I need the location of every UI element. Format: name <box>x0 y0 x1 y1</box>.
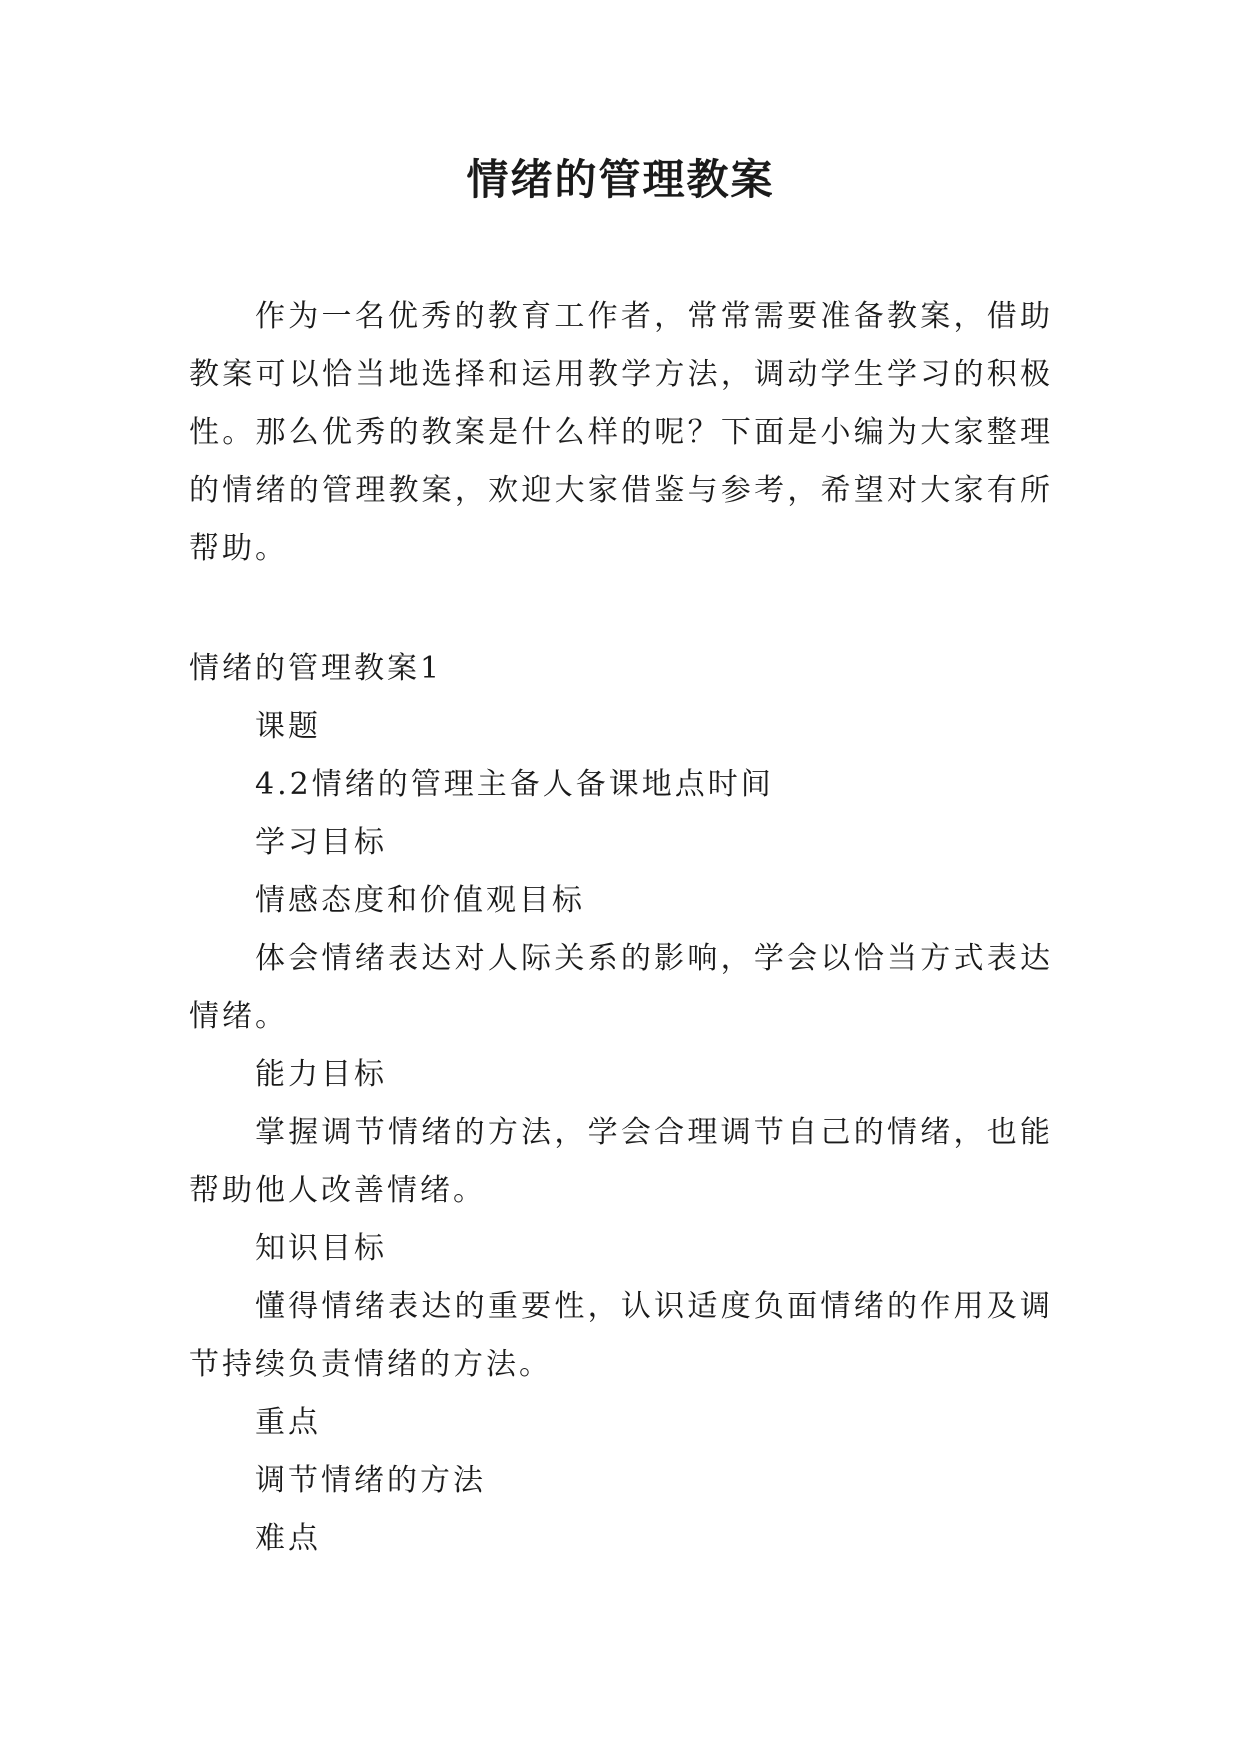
paragraph-ability-goal-text: 掌握调节情绪的方法，学会合理调节自己的情绪，也能帮助他人改善情绪。 <box>189 1115 1053 1208</box>
lesson-body <box>189 698 1053 1568</box>
paragraph-key-point-text: 调节情绪的方法 <box>255 1463 486 1498</box>
section-heading: 情绪的管理教案1 <box>189 651 443 686</box>
paragraph-knowledge-goal-text: 懂得情绪表达的重要性，认识适度负面情绪的作用及调节持续负责情绪的方法。 <box>189 1289 1053 1382</box>
paragraph-attitude-goal-text: 体会情绪表达对人际关系的影响，学会以恰当方式表达情绪。 <box>189 941 1053 1034</box>
paragraph-topic-detail: 4.2情绪的管理主备人备课地点时间 <box>255 767 774 802</box>
paragraph-topic-label: 课题 <box>255 709 321 744</box>
paragraph-ability-goal-label: 能力目标 <box>255 1057 387 1092</box>
paragraph-knowledge-goal-label: 知识目标 <box>255 1231 387 1266</box>
paragraph-learning-goals: 学习目标 <box>255 825 387 860</box>
paragraph-key-point-label: 重点 <box>255 1405 321 1440</box>
paragraph-attitude-goal-label: 情感态度和价值观目标 <box>255 883 585 918</box>
document-title: 情绪的管理教案 <box>466 155 775 204</box>
intro-paragraph: 作为一名优秀的教育工作者，常常需要准备教案，借助教案可以恰当地选择和运用教学方法，调动学生学习的积极性。那么优秀的教案是什么样的呢？下面是小编为大家整理的情绪的管理教案，欢迎大家借鉴与参考，希望对大家有所帮助。 <box>189 299 1053 566</box>
paragraph-difficulty-label: 难点 <box>255 1521 321 1556</box>
